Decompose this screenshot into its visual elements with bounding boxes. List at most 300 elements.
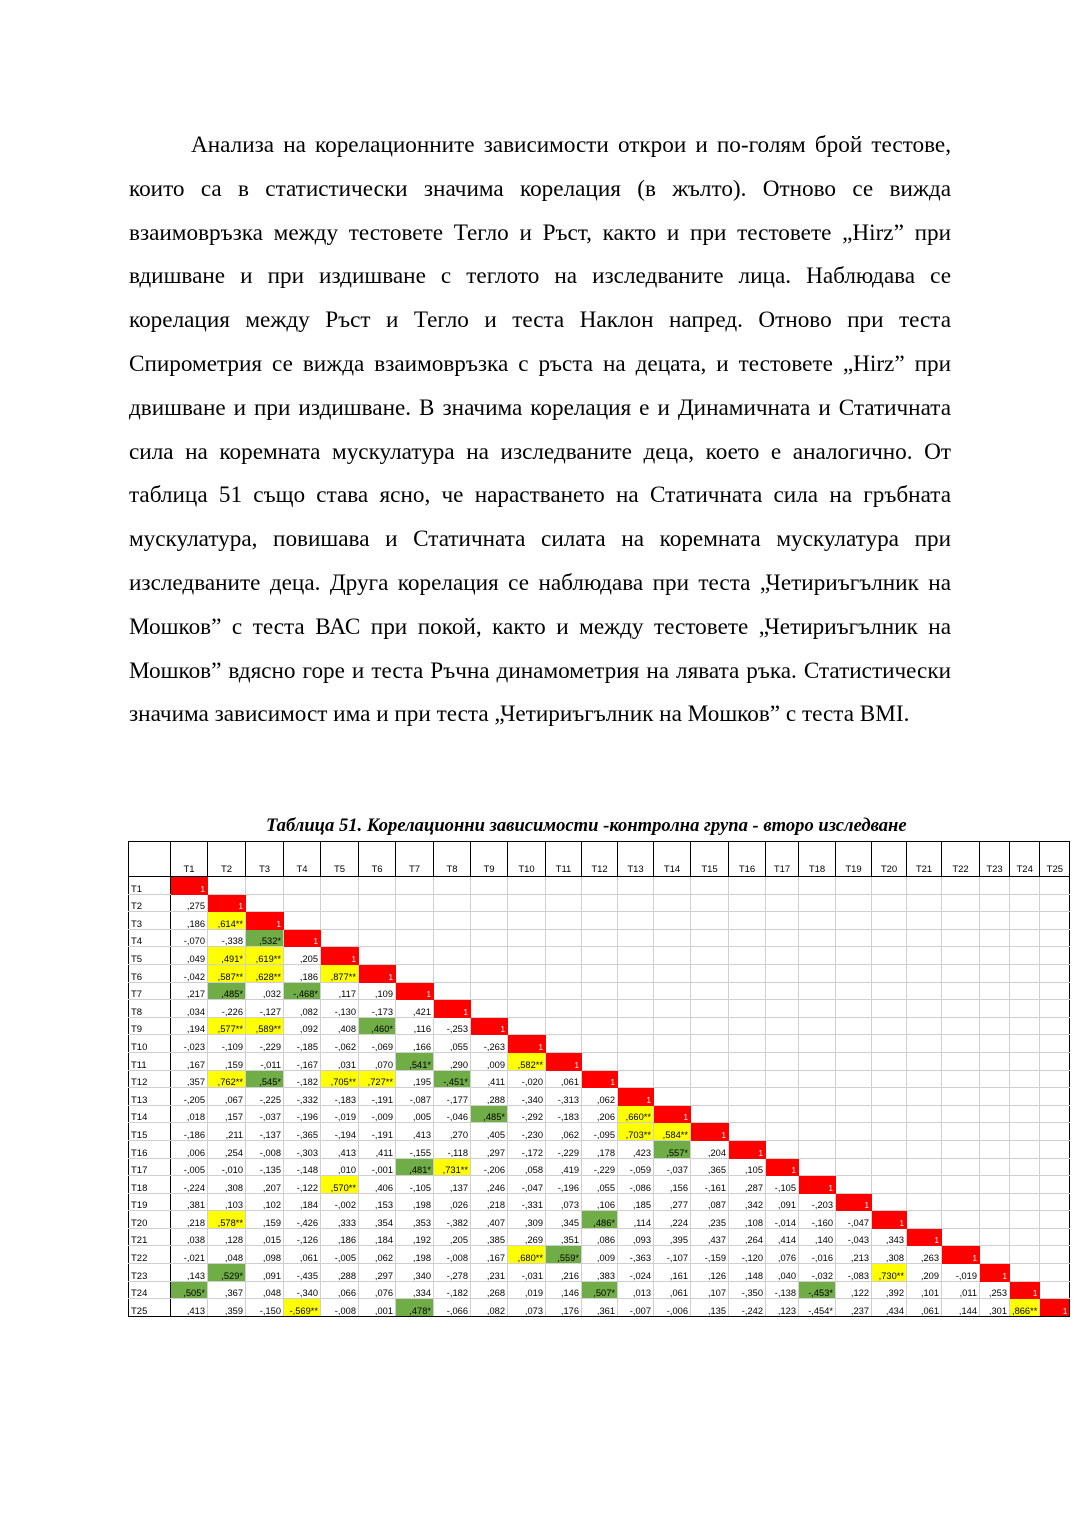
empty-cell (872, 982, 907, 1000)
empty-cell (359, 894, 396, 912)
empty-cell (836, 877, 872, 895)
empty-cell (729, 1105, 766, 1123)
empty-cell (546, 1017, 582, 1035)
row-label: T24 (129, 1281, 171, 1299)
correlation-cell: ,213 (836, 1246, 872, 1264)
empty-cell (942, 912, 980, 930)
correlation-cell: -,242 (729, 1299, 766, 1317)
correlation-cell: ,205 (434, 1228, 471, 1246)
table-row (129, 1299, 1070, 1317)
correlation-cell: -,138 (766, 1281, 799, 1299)
correlation-cell: -,148 (284, 1158, 321, 1176)
correlation-cell: -,001 (359, 1158, 396, 1176)
column-header: T18 (799, 842, 836, 877)
correlation-cell: -,225 (246, 1088, 284, 1106)
empty-cell (508, 982, 546, 1000)
empty-cell (1040, 964, 1070, 982)
correlation-cell: -,173 (359, 1000, 396, 1018)
correlation-cell: -,183 (546, 1105, 582, 1123)
empty-cell (1010, 1000, 1040, 1018)
empty-cell (872, 929, 907, 947)
correlation-cell: ,192 (396, 1228, 434, 1246)
significant-cell-green: ,557* (654, 1140, 691, 1158)
correlation-cell: -,122 (284, 1176, 321, 1194)
empty-cell (508, 947, 546, 965)
significant-cell-green: ,532* (246, 929, 284, 947)
diagonal-cell (471, 1017, 508, 1035)
empty-cell (1040, 912, 1070, 930)
empty-cell (799, 912, 836, 930)
empty-cell (246, 894, 284, 912)
correlation-cell: ,413 (321, 1140, 359, 1158)
empty-cell (691, 964, 729, 982)
empty-cell (872, 964, 907, 982)
correlation-cell: -,019 (942, 1264, 980, 1282)
empty-cell (471, 947, 508, 965)
diagonal-cell (546, 1052, 582, 1070)
diagonal-value: 1 (1002, 1271, 1007, 1281)
empty-cell (907, 982, 942, 1000)
diagonal-value: 1 (538, 1042, 543, 1052)
correlation-cell: ,159 (246, 1211, 284, 1229)
correlation-cell: ,105 (729, 1158, 766, 1176)
empty-cell (907, 877, 942, 895)
correlation-cell: -,066 (434, 1299, 471, 1317)
empty-cell (980, 1140, 1010, 1158)
empty-cell (1040, 1052, 1070, 1070)
empty-cell (691, 929, 729, 947)
empty-cell (799, 1123, 836, 1141)
correlation-cell: ,408 (321, 1017, 359, 1035)
table-row (129, 1140, 1070, 1158)
correlation-cell: ,128 (208, 1228, 246, 1246)
empty-cell (980, 1158, 1010, 1176)
correlation-cell: -,047 (836, 1211, 872, 1229)
empty-cell (1040, 1264, 1070, 1282)
empty-cell (1040, 982, 1070, 1000)
diagonal-value: 1 (351, 954, 356, 964)
significant-cell-green: ,485* (471, 1105, 508, 1123)
correlation-cell: -,224 (171, 1176, 208, 1194)
row-label: T3 (129, 912, 171, 930)
empty-cell (729, 1017, 766, 1035)
correlation-cell: ,211 (208, 1123, 246, 1141)
correlation-cell: ,153 (359, 1193, 396, 1211)
correlation-cell: ,263 (907, 1246, 942, 1264)
diagonal-cell (284, 929, 321, 947)
correlation-cell: ,340 (396, 1264, 434, 1282)
correlation-cell: -,159 (691, 1246, 729, 1264)
correlation-cell: ,143 (171, 1264, 208, 1282)
empty-cell (654, 1052, 691, 1070)
empty-cell (1040, 1105, 1070, 1123)
empty-cell (471, 894, 508, 912)
empty-cell (907, 894, 942, 912)
empty-cell (1010, 1264, 1040, 1282)
correlation-cell: ,275 (171, 894, 208, 912)
empty-cell (654, 1070, 691, 1088)
correlation-cell: ,176 (546, 1299, 582, 1317)
empty-cell (872, 1123, 907, 1141)
correlation-cell: -,008 (246, 1140, 284, 1158)
empty-cell (1010, 1211, 1040, 1229)
correlation-cell: -,229 (546, 1140, 582, 1158)
column-header: T4 (284, 842, 321, 877)
diagonal-value: 1 (1032, 1289, 1038, 1299)
empty-cell (1010, 894, 1040, 912)
row-label: T20 (129, 1211, 171, 1229)
significant-cell-yellow: ,730** (872, 1264, 907, 1282)
diagonal-value: 1 (500, 1025, 505, 1035)
column-header: T21 (907, 842, 942, 877)
empty-cell (508, 964, 546, 982)
table-row (129, 1000, 1070, 1018)
table-row (129, 894, 1070, 912)
correlation-cell: ,383 (582, 1264, 618, 1282)
correlation-cell: ,235 (691, 1211, 729, 1229)
empty-cell (836, 1088, 872, 1106)
empty-cell (1010, 1176, 1040, 1194)
correlation-cell: ,264 (729, 1228, 766, 1246)
row-label: T14 (129, 1105, 171, 1123)
empty-cell (980, 894, 1010, 912)
correlation-cell: ,123 (766, 1299, 799, 1317)
correlation-cell: -,292 (508, 1105, 546, 1123)
row-label: T12 (129, 1070, 171, 1088)
correlation-cell: ,144 (942, 1299, 980, 1317)
correlation-cell: -,095 (582, 1123, 618, 1141)
empty-cell (618, 894, 654, 912)
correlation-cell: ,392 (872, 1281, 907, 1299)
empty-cell (546, 877, 582, 895)
correlation-cell: ,414 (766, 1228, 799, 1246)
empty-cell (766, 894, 799, 912)
correlation-cell: ,015 (246, 1228, 284, 1246)
correlation-cell: ,198 (396, 1193, 434, 1211)
correlation-cell: -,186 (171, 1123, 208, 1141)
row-label: T1 (129, 877, 171, 895)
correlation-cell: -,005 (321, 1246, 359, 1264)
correlation-cell: -,203 (799, 1193, 836, 1211)
correlation-cell: ,108 (729, 1211, 766, 1229)
correlation-cell: ,091 (246, 1264, 284, 1282)
empty-cell (546, 912, 582, 930)
diagonal-cell (171, 877, 208, 895)
correlation-cell: -,083 (836, 1264, 872, 1282)
diagonal-value: 1 (610, 1078, 615, 1088)
table-row (129, 982, 1070, 1000)
empty-cell (729, 982, 766, 1000)
correlation-cell: -,177 (434, 1088, 471, 1106)
empty-cell (359, 929, 396, 947)
empty-cell (471, 1000, 508, 1018)
column-header: T10 (508, 842, 546, 877)
column-header: T20 (872, 842, 907, 877)
empty-cell (1040, 1158, 1070, 1176)
empty-cell (434, 947, 471, 965)
correlation-cell: ,135 (691, 1299, 729, 1317)
correlation-cell: -,105 (766, 1176, 799, 1194)
empty-cell (836, 947, 872, 965)
significant-cell-yellow: ,680** (508, 1246, 546, 1264)
correlation-cell: ,411 (359, 1140, 396, 1158)
empty-cell (872, 1052, 907, 1070)
empty-cell (799, 964, 836, 982)
correlation-cell: ,148 (729, 1264, 766, 1282)
empty-cell (618, 947, 654, 965)
correlation-cell: ,207 (246, 1176, 284, 1194)
empty-cell (1010, 1246, 1040, 1264)
empty-cell (766, 877, 799, 895)
empty-cell (1040, 1193, 1070, 1211)
empty-cell (321, 877, 359, 895)
correlation-cell: ,301 (980, 1299, 1010, 1317)
correlation-cell: ,161 (654, 1264, 691, 1282)
correlation-cell: -,005 (171, 1158, 208, 1176)
column-header: T9 (471, 842, 508, 877)
correlation-cell: ,254 (208, 1140, 246, 1158)
correlation-cell: ,308 (872, 1246, 907, 1264)
significant-cell-green: ,507* (582, 1281, 618, 1299)
header-corner (129, 842, 171, 877)
correlation-cell: ,309 (508, 1211, 546, 1229)
correlation-cell: ,308 (208, 1176, 246, 1194)
table-row (129, 1246, 1070, 1264)
empty-cell (799, 982, 836, 1000)
diagonal-value: 1 (972, 1254, 977, 1264)
empty-cell (1040, 1281, 1070, 1299)
empty-cell (618, 964, 654, 982)
empty-cell (284, 912, 321, 930)
correlation-cell: ,076 (359, 1281, 396, 1299)
correlation-cell: ,140 (799, 1228, 836, 1246)
empty-cell (582, 947, 618, 965)
empty-cell (654, 894, 691, 912)
empty-cell (1040, 1140, 1070, 1158)
empty-cell (1040, 1000, 1070, 1018)
correlation-cell: ,185 (618, 1193, 654, 1211)
correlation-cell: ,405 (471, 1123, 508, 1141)
empty-cell (980, 982, 1010, 1000)
diagonal-cell (396, 982, 434, 1000)
correlation-cell: -,107 (654, 1246, 691, 1264)
correlation-cell: ,198 (396, 1246, 434, 1264)
empty-cell (907, 1123, 942, 1141)
correlation-cell: ,098 (246, 1246, 284, 1264)
correlation-cell: ,353 (396, 1211, 434, 1229)
table-row (129, 964, 1070, 982)
correlation-cell: ,167 (171, 1052, 208, 1070)
correlation-cell: -,253 (434, 1017, 471, 1035)
empty-cell (907, 1211, 942, 1229)
diagonal-value: 1 (574, 1060, 579, 1070)
empty-cell (1010, 912, 1040, 930)
correlation-cell: -,155 (396, 1140, 434, 1158)
empty-cell (582, 894, 618, 912)
correlation-cell: -,059 (618, 1158, 654, 1176)
empty-cell (1010, 964, 1040, 982)
correlation-cell: ,186 (284, 964, 321, 982)
empty-cell (396, 912, 434, 930)
empty-cell (980, 1017, 1010, 1035)
empty-cell (582, 929, 618, 947)
empty-cell (907, 1017, 942, 1035)
empty-cell (729, 1123, 766, 1141)
column-header: T1 (171, 842, 208, 877)
correlation-cell: ,076 (766, 1246, 799, 1264)
correlation-cell: -,340 (508, 1088, 546, 1106)
empty-cell (907, 1052, 942, 1070)
correlation-cell: ,361 (582, 1299, 618, 1317)
correlation-cell: -,172 (508, 1140, 546, 1158)
correlation-cell: ,040 (766, 1264, 799, 1282)
empty-cell (942, 1140, 980, 1158)
column-header: T2 (208, 842, 246, 877)
empty-cell (1010, 1193, 1040, 1211)
diagonal-cell (1010, 1281, 1040, 1299)
empty-cell (872, 894, 907, 912)
significant-cell-green: ,529* (208, 1264, 246, 1282)
correlation-cell: ,082 (471, 1299, 508, 1317)
empty-cell (618, 1035, 654, 1053)
significant-cell-yellow: ,866** (1010, 1299, 1040, 1317)
diagonal-value: 1 (1062, 1306, 1068, 1316)
table-row (129, 1158, 1070, 1176)
correlation-cell: -,009 (359, 1105, 396, 1123)
empty-cell (942, 877, 980, 895)
correlation-cell: ,333 (321, 1211, 359, 1229)
table-header-row (129, 842, 1070, 877)
empty-cell (471, 877, 508, 895)
empty-cell (508, 894, 546, 912)
significant-cell-green: ,478* (396, 1299, 434, 1317)
diagonal-cell (246, 912, 284, 930)
correlation-cell: ,343 (872, 1228, 907, 1246)
empty-cell (980, 1088, 1010, 1106)
empty-cell (980, 1070, 1010, 1088)
correlation-cell: ,216 (546, 1264, 582, 1282)
empty-cell (980, 1193, 1010, 1211)
empty-cell (836, 1176, 872, 1194)
diagonal-cell (942, 1246, 980, 1264)
correlation-cell: -,031 (508, 1264, 546, 1282)
correlation-cell: -,014 (766, 1211, 799, 1229)
empty-cell (508, 929, 546, 947)
correlation-cell: ,184 (284, 1193, 321, 1211)
empty-cell (766, 947, 799, 965)
significant-cell-yellow: ,570** (321, 1176, 359, 1194)
correlation-cell: -,023 (171, 1035, 208, 1053)
empty-cell (942, 1035, 980, 1053)
diagonal-cell (359, 964, 396, 982)
empty-cell (942, 1017, 980, 1035)
row-label: T25 (129, 1299, 171, 1317)
empty-cell (729, 1088, 766, 1106)
correlation-cell: ,423 (618, 1140, 654, 1158)
correlation-cell: ,194 (171, 1017, 208, 1035)
row-label: T2 (129, 894, 171, 912)
row-label: T21 (129, 1228, 171, 1246)
significant-cell-green: ,485* (208, 982, 246, 1000)
correlation-cell: -,118 (434, 1140, 471, 1158)
empty-cell (766, 1140, 799, 1158)
diagonal-value: 1 (463, 1007, 468, 1017)
empty-cell (284, 877, 321, 895)
correlation-cell: ,218 (171, 1211, 208, 1229)
empty-cell (546, 982, 582, 1000)
column-header: T24 (1010, 842, 1040, 877)
empty-cell (434, 964, 471, 982)
empty-cell (872, 877, 907, 895)
correlation-cell: -,006 (654, 1299, 691, 1317)
empty-cell (907, 1035, 942, 1053)
empty-cell (729, 929, 766, 947)
diagonal-cell (654, 1105, 691, 1123)
empty-cell (836, 982, 872, 1000)
correlation-cell: -,226 (208, 1000, 246, 1018)
significant-cell-green: ,541* (396, 1052, 434, 1070)
empty-cell (654, 912, 691, 930)
empty-cell (691, 894, 729, 912)
row-label: T17 (129, 1158, 171, 1176)
correlation-cell: ,055 (582, 1176, 618, 1194)
correlation-cell: ,093 (618, 1228, 654, 1246)
empty-cell (766, 1105, 799, 1123)
empty-cell (799, 1052, 836, 1070)
correlation-cell: ,186 (321, 1228, 359, 1246)
empty-cell (284, 894, 321, 912)
column-header: T16 (729, 842, 766, 877)
correlation-cell: ,209 (907, 1264, 942, 1282)
significant-cell-green: -,453* (799, 1281, 836, 1299)
empty-cell (907, 1176, 942, 1194)
table-row (129, 877, 1070, 895)
empty-cell (1040, 1228, 1070, 1246)
row-label: T15 (129, 1123, 171, 1141)
correlation-cell: ,359 (208, 1299, 246, 1317)
diagonal-cell (836, 1193, 872, 1211)
correlation-cell: ,381 (171, 1193, 208, 1211)
empty-cell (907, 1140, 942, 1158)
empty-cell (980, 1052, 1010, 1070)
significant-cell-yellow: ,727** (359, 1070, 396, 1088)
significant-cell-green: ,460* (359, 1017, 396, 1035)
correlation-cell: ,061 (546, 1070, 582, 1088)
correlation-cell: ,146 (546, 1281, 582, 1299)
empty-cell (872, 1035, 907, 1053)
correlation-cell: -,069 (359, 1035, 396, 1053)
empty-cell (836, 894, 872, 912)
correlation-cell: ,421 (396, 1000, 434, 1018)
empty-cell (691, 1105, 729, 1123)
empty-cell (1010, 1228, 1040, 1246)
correlation-cell: -,191 (359, 1123, 396, 1141)
empty-cell (799, 1035, 836, 1053)
empty-cell (654, 929, 691, 947)
empty-cell (654, 964, 691, 982)
column-header: T14 (654, 842, 691, 877)
empty-cell (836, 1070, 872, 1088)
row-label: T22 (129, 1246, 171, 1264)
correlation-cell: -,331 (508, 1193, 546, 1211)
table-row (129, 1281, 1070, 1299)
correlation-cell: -,365 (284, 1123, 321, 1141)
diagonal-cell (618, 1088, 654, 1106)
diagonal-cell (321, 947, 359, 965)
empty-cell (691, 1000, 729, 1018)
correlation-cell: ,434 (872, 1299, 907, 1317)
correlation-cell: ,406 (359, 1176, 396, 1194)
